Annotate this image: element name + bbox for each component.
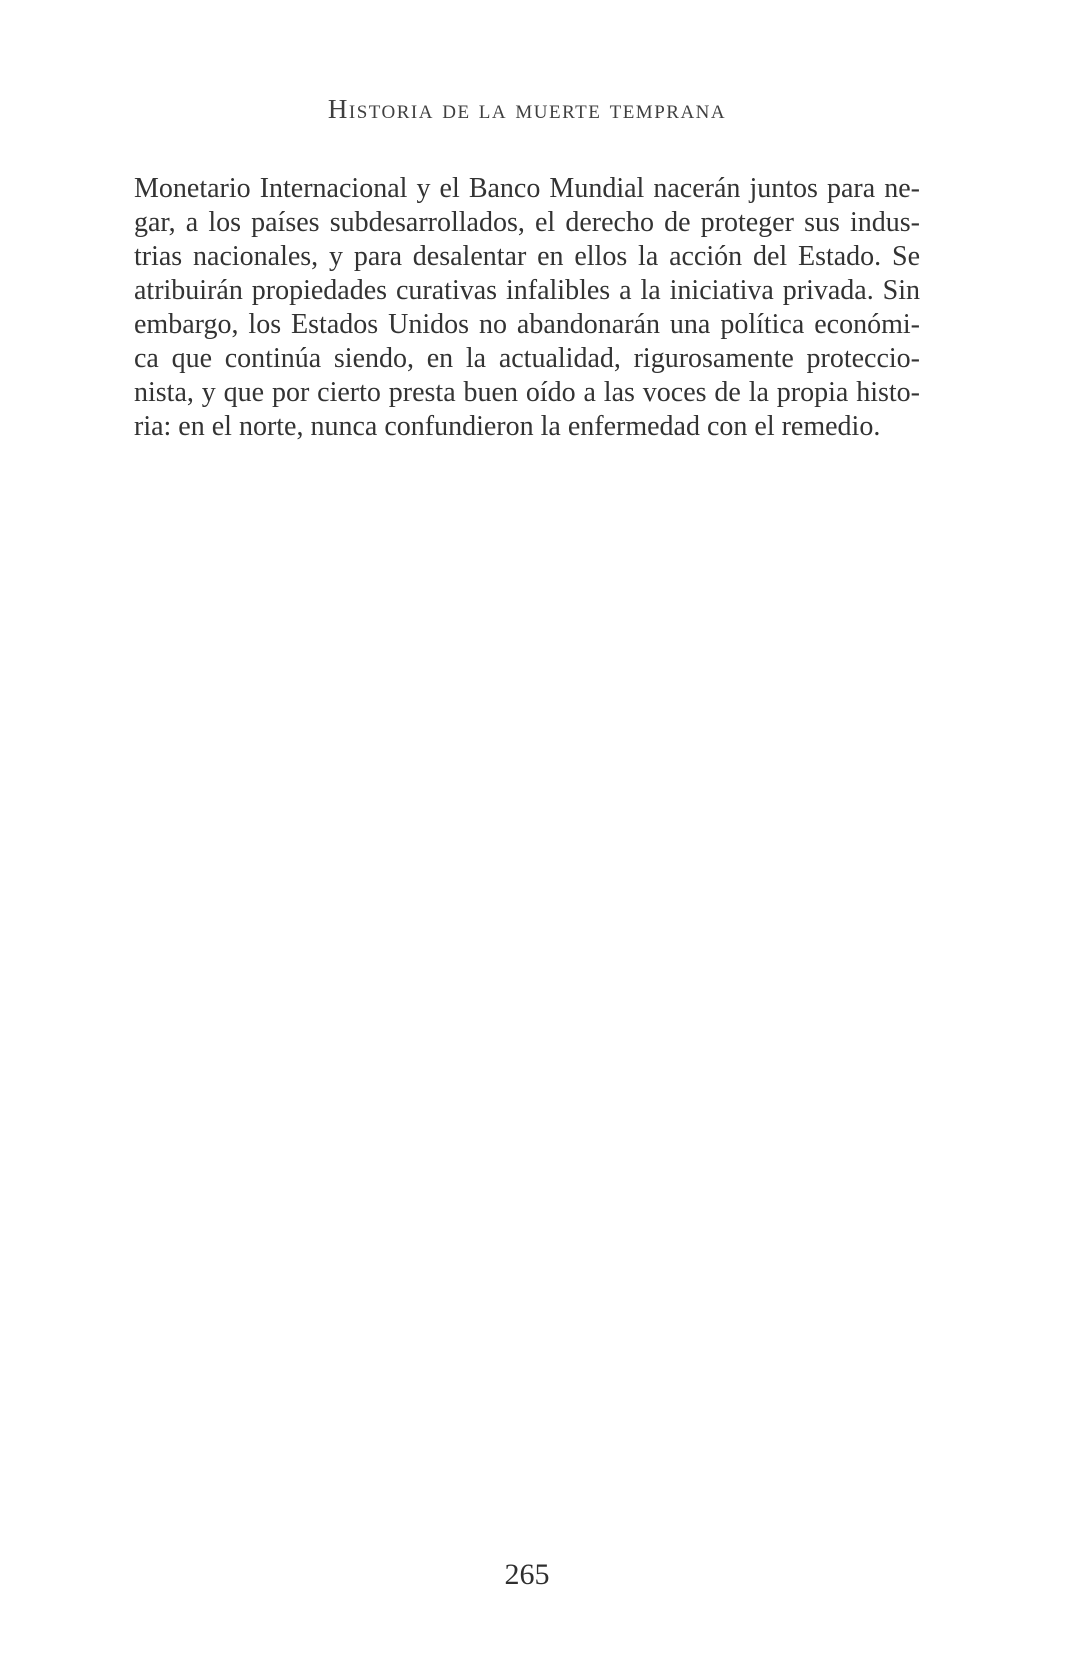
- running-header: Historia de la muerte temprana: [327, 94, 727, 124]
- text-line: ria: en el norte, nunca confundieron la enfermedad con el remedio.: [134, 411, 881, 442]
- text-line: embargo, los Estados Unidos no abandonarán una política económi-: [134, 309, 920, 340]
- text-line: trias nacionales, y para desalentar en ellos la acción del Estado. Se: [134, 241, 920, 272]
- text-line: Monetario Internacional y el Banco Mundial nacerán juntos para ne-: [134, 173, 920, 204]
- text-line: atribuirán propiedades curativas infalibles a la iniciativa privada. Sin: [134, 275, 920, 306]
- text-line: gar, a los países subdesarrollados, el derecho de proteger sus indus-: [134, 207, 920, 238]
- text-line: ca que continúa siendo, en la actualidad, rigurosamente proteccio-: [134, 343, 920, 374]
- page-number: 265: [504, 1558, 550, 1591]
- body-paragraph: [134, 172, 920, 444]
- page-content: [134, 0, 920, 1677]
- text-line: nista, y que por cierto presta buen oído a las voces de la propia histo-: [134, 377, 920, 408]
